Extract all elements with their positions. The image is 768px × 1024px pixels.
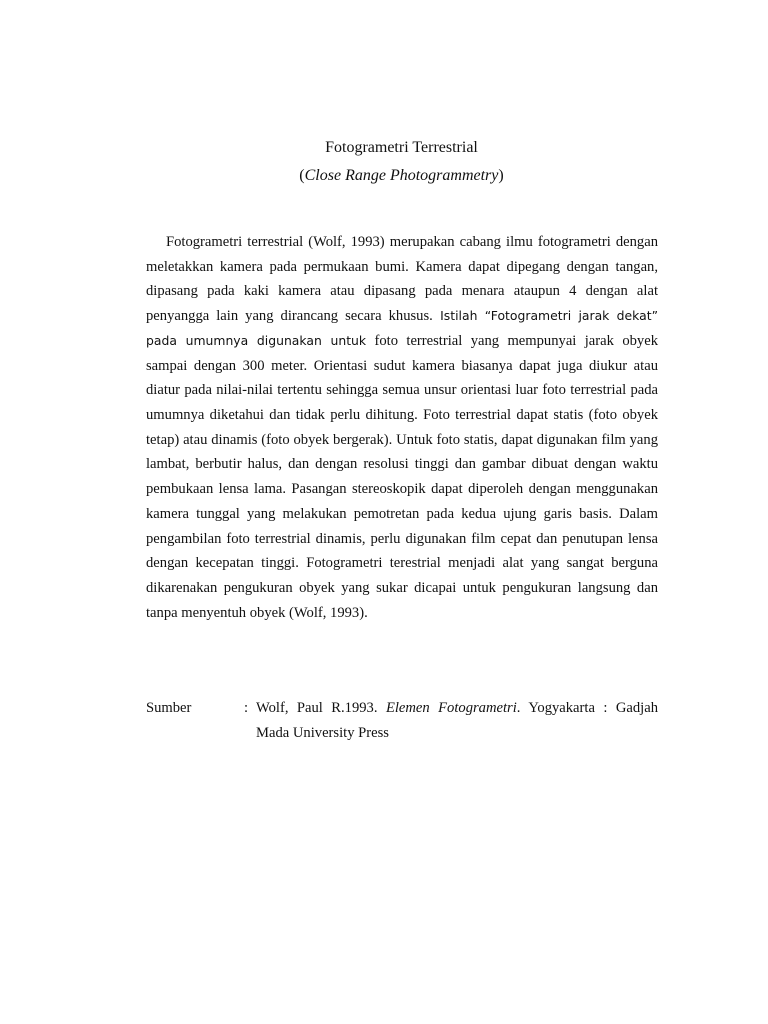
source-label: Sumber <box>146 700 192 716</box>
source-colon: : <box>244 700 249 716</box>
paragraph-part-1: Fotogrametri terrestrial (Wolf, 1993) merupakan cabang ilmu fotogrametri dengan meletakkan kamera pada permukaan bumi. Kamera dapat dipegang dengan tangan, dipasang pada kaki kamera atau dipasang pada menara ataupun 4 dengan alat penyangga lain yang dirancang secara khusus. <box>146 234 658 325</box>
paragraph-part-2: Istilah “Fotogrametri jarak dekat” pada umumnya digunakan untuk <box>146 308 658 348</box>
subtitle-open-paren: ( <box>299 167 305 184</box>
document-title: Fotogrametri Terrestrial <box>325 139 478 156</box>
body-paragraph <box>146 230 658 626</box>
source-book-title: Elemen Fotogrametri <box>385 700 517 716</box>
paragraph-part-3: foto terrestrial yang mempunyai jarak obyek sampai dengan 300 meter. Orientasi sudut kamera biasanya dapat juga diukur atau diatur pada nilai-nilai tertentu sehingga semua unsur orientasi luar foto terrestrial pada umumnya diketahui dan tidak perlu dihitung. Foto terrestrial dapat statis (foto obyek tetap) atau dinamis (foto obyek bergerak). Untuk foto statis, dapat digunakan film yang lambat, berbutir halus, dan dengan resolusi tinggi dan gambar dibuat dengan waktu pembukaan lensa lama. Pasangan stereoskopik dapat diperoleh dengan menggunakan kamera tunggal yang melakukan pemotretan pada kedua ujung garis basis. Dalam pengambilan foto terrestrial dinamis, perlu digunakan film cepat dan penutupan lensa dengan kecepatan tinggi. Fotogrametri terestrial menjadi alat yang sangat berguna dikarenakan pengukuran obyek yang sukar dicapai untuk pengukuran langsung dan tanpa menyentuh obyek (Wolf, 1993). <box>146 332 658 621</box>
document-subtitle <box>0 165 768 187</box>
subtitle-italic: Close Range Photogrammetry <box>304 167 499 184</box>
source-author: Wolf, Paul R.1993. <box>256 700 386 716</box>
source-citation <box>256 696 658 746</box>
subtitle-close-paren: ) <box>498 167 504 184</box>
source-publisher: . Yogyakarta : Gadjah Mada University Press <box>256 700 658 741</box>
